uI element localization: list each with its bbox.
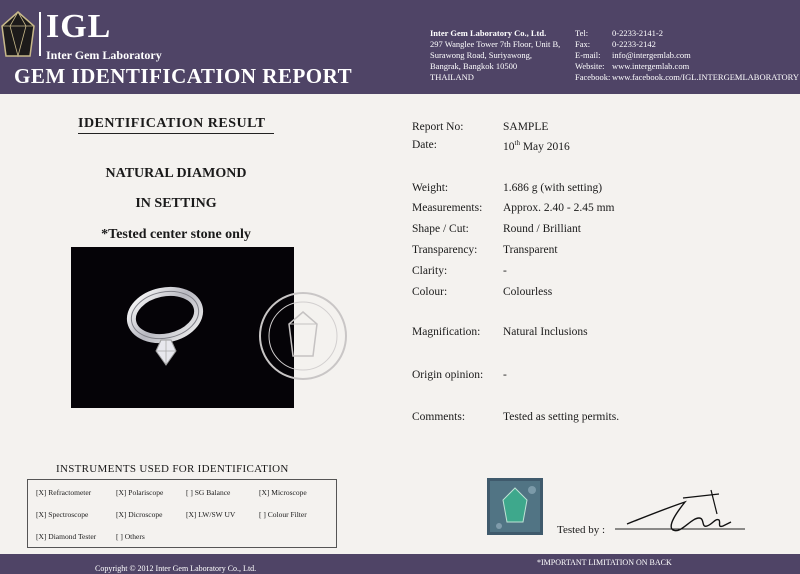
date-value — [503, 139, 570, 153]
contact-email[interactable]: info@intergemlab.com — [612, 50, 691, 60]
instrument-item: [X] Polariscope — [116, 488, 164, 497]
signature-image — [607, 488, 747, 543]
report-header — [0, 0, 800, 94]
contact-fax: 0-2233-2142 — [612, 39, 656, 49]
property-value: Round / Brilliant — [503, 223, 581, 235]
tested-by-label: Tested by : — [557, 524, 606, 536]
result-line-2: IN SETTING — [135, 196, 217, 211]
contact-tel: 0-2233-2141-2 — [612, 28, 663, 38]
lab-seal-stamp — [257, 290, 349, 382]
instrument-item: [ ] SG Balance — [186, 488, 231, 497]
property-label: Comments: — [412, 411, 466, 423]
gem-logo-icon — [0, 10, 36, 60]
report-no-label: Report No: — [412, 121, 464, 133]
company-name: Inter Gem Laboratory Co., Ltd. — [430, 28, 547, 38]
contact-label: Facebook: — [575, 72, 611, 82]
instrument-item: [ ] Others — [116, 532, 145, 541]
contact-website[interactable]: www.intergemlab.com — [612, 61, 690, 71]
property-value: Approx. 2.40 - 2.45 mm — [503, 202, 615, 214]
property-label: Origin opinion: — [412, 369, 484, 381]
property-value: - — [503, 369, 507, 381]
property-value: Natural Inclusions — [503, 326, 588, 338]
instrument-item: [X] Diamond Tester — [36, 532, 97, 541]
address-line: Bangrak, Bangkok 10500 — [430, 61, 518, 71]
logo-subtitle: Inter Gem Laboratory — [46, 48, 162, 62]
instrument-item: [X] Microscope — [259, 488, 307, 497]
limitation-notice: *IMPORTANT LIMITATION ON BACK — [537, 558, 672, 567]
logo-text: IGL — [46, 8, 112, 45]
address-line: THAILAND — [430, 72, 474, 82]
instrument-item: [ ] Colour Filter — [259, 510, 307, 519]
instruments-title: INSTRUMENTS USED FOR IDENTIFICATION — [56, 463, 289, 475]
contact-label: Tel: — [575, 28, 589, 38]
property-label: Measurements: — [412, 202, 483, 214]
heading-underline — [78, 133, 274, 134]
report-footer — [0, 554, 800, 574]
instrument-item: [X] Refractometer — [36, 488, 92, 497]
result-line-3: *Tested center stone only — [101, 227, 251, 242]
instrument-item: [X] Spectroscope — [36, 510, 89, 519]
company-address — [430, 28, 560, 83]
property-label: Transparency: — [412, 244, 478, 256]
contact-label: Website: — [575, 61, 605, 71]
property-label: Shape / Cut: — [412, 223, 469, 235]
address-line: 297 Wanglee Tower 7th Floor, Unit B, — [430, 39, 561, 49]
property-value: Transparent — [503, 244, 558, 256]
contact-info — [575, 28, 799, 83]
date-day: 10 — [503, 140, 515, 153]
contact-facebook[interactable]: www.facebook.com/IGL.INTERGEMLABORATORY — [612, 72, 799, 82]
address-line: Surawong Road, Suriyawong, — [430, 50, 532, 60]
property-label: Colour: — [412, 286, 448, 298]
date-suffix: th — [514, 139, 520, 147]
property-value: 1.686 g (with setting) — [503, 182, 603, 194]
property-label: Magnification: — [412, 326, 481, 338]
instruments-box — [27, 479, 337, 548]
contact-label: E-mail: — [575, 50, 601, 60]
instrument-item: [X] LW/SW UV — [186, 510, 236, 519]
property-label: Clarity: — [412, 265, 448, 277]
copyright-text: Copyright © 2012 Inter Gem Laboratory Co., Ltd. — [95, 564, 257, 573]
result-line-1: NATURAL DIAMOND — [105, 166, 247, 181]
property-value: Tested as setting permits. — [503, 411, 620, 423]
date-label: Date: — [412, 139, 437, 151]
identification-heading: IDENTIFICATION RESULT — [78, 116, 266, 131]
contact-label: Fax: — [575, 39, 591, 49]
instrument-item: [X] Dicroscope — [116, 510, 163, 519]
property-value: Colourless — [503, 286, 553, 298]
report-title: GEM IDENTIFICATION REPORT — [14, 64, 353, 88]
property-label: Weight: — [412, 182, 449, 194]
logo-divider — [39, 12, 41, 56]
hologram-sticker — [487, 478, 543, 535]
report-no-value: SAMPLE — [503, 121, 549, 133]
date-month-year: May 2016 — [519, 140, 570, 153]
property-value: - — [503, 265, 507, 277]
